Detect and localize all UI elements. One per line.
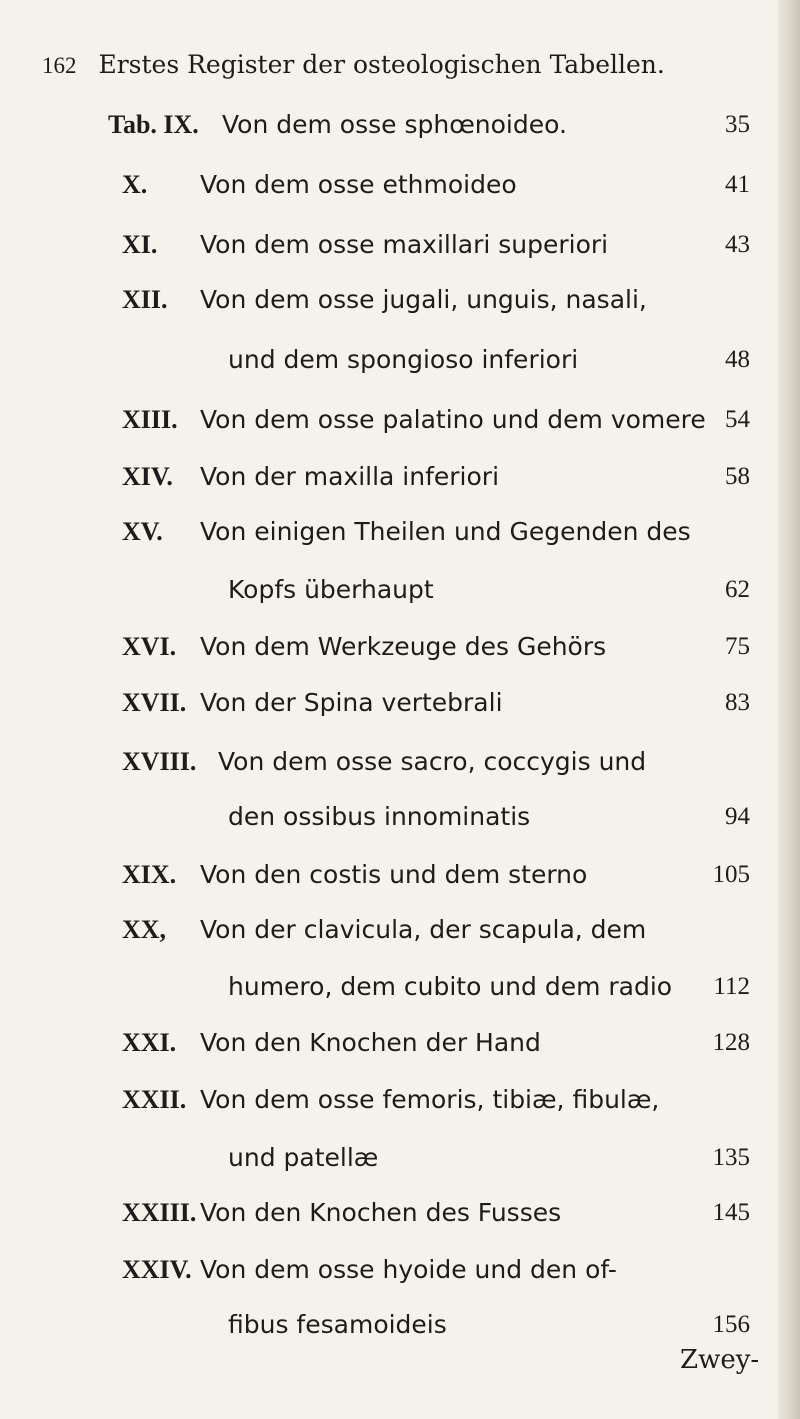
- entry-page: 83: [725, 689, 750, 716]
- entry-numeral: XXII.: [122, 1085, 187, 1114]
- entry-page: 135: [712, 1144, 750, 1171]
- index-entry: [0, 1183, 800, 1243]
- entry-numeral: XXI.: [122, 1028, 177, 1057]
- index-entry: [0, 155, 800, 215]
- index-entry: [0, 95, 800, 155]
- page-number: 162: [42, 53, 77, 78]
- index-entry: [0, 1070, 800, 1130]
- entry-page: 94: [725, 803, 750, 830]
- entry-text: Kopfs überhaupt: [228, 575, 434, 604]
- index-entry: [0, 617, 800, 677]
- entry-text: Von den Knochen des Fusses: [200, 1198, 562, 1227]
- index-entry: [0, 215, 800, 275]
- entry-text: Von dem osse hyoide und den of-: [200, 1255, 617, 1284]
- entry-numeral: XII.: [122, 285, 168, 314]
- entry-page: 58: [725, 463, 750, 490]
- entry-text: Von dem osse ethmoideo: [200, 170, 517, 199]
- entry-page: 54: [725, 406, 750, 433]
- entry-numeral: XXIII.: [122, 1198, 197, 1227]
- index-entry: [0, 502, 800, 562]
- entry-text: den ossibus innominatis: [228, 802, 531, 831]
- entry-text: Von dem osse sacro, coccygis und: [218, 747, 647, 776]
- index-entry: [0, 1013, 800, 1073]
- entry-text: Von der Spina vertebrali: [200, 688, 503, 717]
- entry-text: humero, dem cubito und dem radio: [228, 972, 673, 1001]
- index-entry-continuation: [0, 560, 800, 620]
- entry-numeral: XIX.: [122, 860, 177, 889]
- entry-text: Von dem osse jugali, unguis, nasali,: [200, 285, 647, 314]
- index-entry-continuation: [0, 1128, 800, 1188]
- index-entry-continuation: [0, 957, 800, 1017]
- entry-text: und patellæ: [228, 1143, 379, 1172]
- entry-text: Von einigen Theilen und Gegenden des: [200, 517, 691, 546]
- entry-numeral: Tab. IX.: [108, 110, 199, 139]
- entry-text: Von dem osse femoris, tibiæ, fibulæ,: [200, 1085, 660, 1114]
- entry-text: Von der clavicula, der scapula, dem: [200, 915, 647, 944]
- entry-numeral: XV.: [122, 517, 163, 546]
- entry-page: 156: [712, 1311, 750, 1338]
- entry-text: Von dem osse palatino und dem vomere: [200, 405, 706, 434]
- entry-text: Von dem Werkzeuge des Gehörs: [200, 632, 607, 661]
- entry-page: 112: [713, 973, 750, 1000]
- entry-numeral: XXIV.: [122, 1255, 192, 1284]
- entry-numeral: XVIII.: [122, 747, 197, 776]
- entry-text: Von dem osse sphœnoideo.: [222, 110, 567, 139]
- entry-text: und dem spongioso inferiori: [228, 345, 579, 374]
- index-entry: [0, 390, 800, 450]
- running-title: Erstes Register der osteologischen Tabellen.: [98, 50, 665, 79]
- entry-page: 48: [725, 346, 750, 373]
- index-entry: [0, 845, 800, 905]
- index-entry: [0, 1240, 800, 1300]
- entry-page: 128: [712, 1029, 750, 1056]
- entry-numeral: XIV.: [122, 462, 173, 491]
- catchword: Zwey-: [680, 1345, 760, 1375]
- entry-page: 35: [725, 111, 750, 138]
- entry-page: 43: [725, 231, 750, 258]
- running-header: [42, 50, 742, 79]
- entry-page: 145: [712, 1199, 750, 1226]
- entry-numeral: XVI.: [122, 632, 177, 661]
- index-entry: [0, 673, 800, 733]
- entry-page: 105: [712, 861, 750, 888]
- entry-numeral: XX,: [122, 915, 167, 944]
- entry-text: Von dem osse maxillari superiori: [200, 230, 609, 259]
- entry-numeral: X.: [122, 170, 148, 199]
- index-entry: [0, 270, 800, 330]
- entry-text: Von den Knochen der Hand: [200, 1028, 541, 1057]
- entry-text: fibus fesamoideis: [228, 1310, 447, 1339]
- index-entry-continuation: [0, 330, 800, 390]
- entry-page: 75: [725, 633, 750, 660]
- index-entry: [0, 732, 800, 792]
- entry-numeral: XVII.: [122, 688, 187, 717]
- entry-text: Von den costis und dem sterno: [200, 860, 588, 889]
- entry-numeral: XIII.: [122, 405, 178, 434]
- index-entry: [0, 900, 800, 960]
- entry-page: 41: [725, 171, 750, 198]
- entry-numeral: XI.: [122, 230, 158, 259]
- entry-text: Von der maxilla inferiori: [200, 462, 500, 491]
- index-entry: [0, 447, 800, 507]
- entry-page: 62: [725, 576, 750, 603]
- index-entry-continuation: [0, 787, 800, 847]
